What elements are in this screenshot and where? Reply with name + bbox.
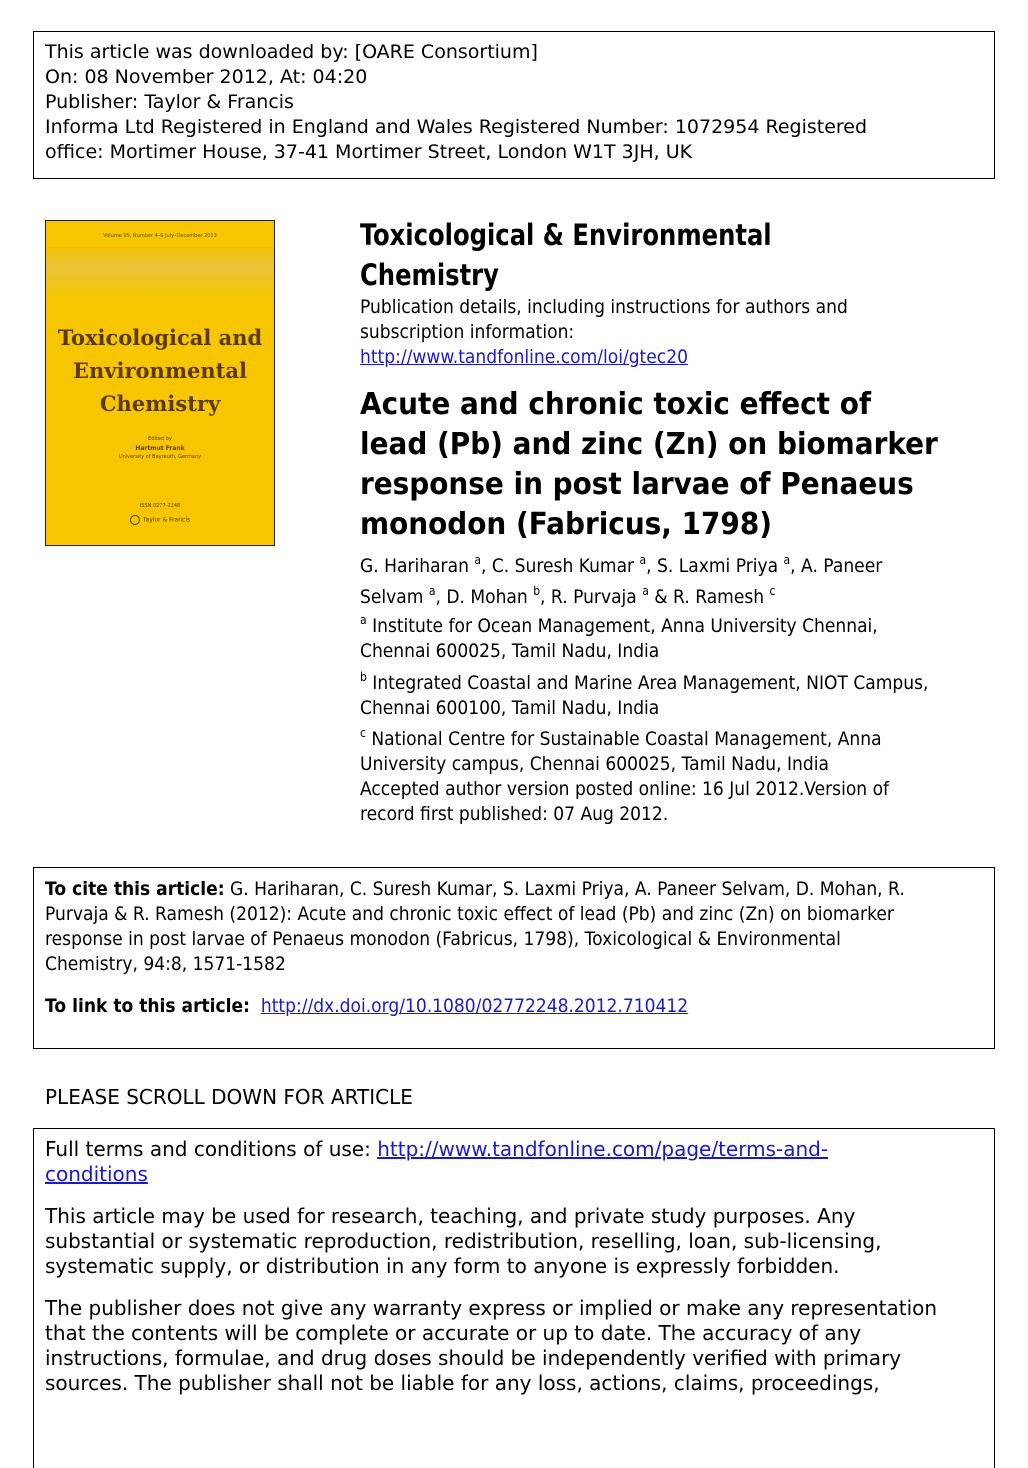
publication-details (360, 295, 990, 370)
affiliation-b (360, 671, 990, 721)
author-name: , D. Mohan (435, 586, 528, 608)
author-name: & R. Ramesh (654, 586, 765, 608)
record-published: record first published: 07 Aug 2012. (360, 803, 669, 825)
office-line: office: Mortimer House, 37-41 Mortimer Street, London W1T 3JH, UK (45, 141, 693, 163)
author-name: G. Hariharan (360, 555, 469, 577)
author-name: , A. Paneer (790, 555, 883, 577)
scroll-notice: PLEASE SCROLL DOWN FOR ARTICLE (45, 1085, 413, 1109)
affiliation-text: University campus, Chennai 600025, Tamil Nadu, India (360, 753, 829, 775)
authors (360, 551, 990, 613)
terms-paragraph: instructions, formulae, and drug doses should be independently verified with primary (45, 1346, 902, 1370)
affil-marker: a (642, 584, 649, 598)
journal-title-line: Toxicological & Environmental (360, 218, 772, 252)
authors-line-1 (360, 551, 927, 582)
affil-marker: b (360, 670, 367, 684)
citation-box (33, 867, 995, 1049)
details-line: Publication details, including instructions for authors and (360, 296, 848, 318)
cite-text: G. Hariharan, C. Suresh Kumar, S. Laxmi Priya, A. Paneer Selvam, D. Mohan, R. (224, 878, 905, 900)
cover-publisher (46, 515, 274, 525)
affiliation-a (360, 614, 990, 664)
cover-editor-affil: University of Bayreuth, Germany (118, 454, 202, 460)
journal-title-line: Chemistry (360, 258, 499, 292)
terms-box (33, 1128, 995, 1468)
doi-link[interactable]: http://dx.doi.org/10.1080/02772248.2012.710412 (260, 995, 689, 1017)
registration-line: Informa Ltd Registered in England and Wales Registered Number: 1072954 Registered (45, 116, 868, 138)
affiliation-text: National Centre for Sustainable Coastal Management, Anna (371, 728, 882, 750)
affiliation-text: Integrated Coastal and Marine Area Management, NIOT Campus, (372, 672, 929, 694)
cover-publisher-name: Taylor & Francis (142, 516, 191, 524)
author-name: , R. Purvaja (540, 586, 637, 608)
affil-marker: c (769, 584, 776, 598)
cover-issue: Volume 95, Number 4–6 July–December 2013 (103, 233, 217, 239)
affil-marker: b (533, 584, 541, 598)
cover-title (46, 321, 274, 420)
affil-marker: a (360, 613, 367, 627)
terms-paragraph: This article may be used for research, teaching, and private study purposes. Any (45, 1204, 856, 1228)
authors-line-2 (360, 582, 927, 613)
affil-marker: a (474, 553, 481, 567)
affil-marker: c (360, 726, 366, 740)
link-label: To link to this article: (45, 995, 250, 1017)
affil-marker: a (428, 584, 436, 598)
cover-title-line: Environmental (73, 358, 247, 383)
posted-online: Accepted author version posted online: 16 Jul 2012.Version of (360, 778, 890, 800)
cover-title-line: Toxicological and (57, 325, 263, 350)
publisher-logo-icon (130, 515, 140, 525)
cover-title-line: Chemistry (99, 391, 221, 416)
affil-marker: a (783, 553, 791, 567)
download-line: This article was downloaded by: [OARE Consortium] (45, 41, 538, 63)
cover-editor: Hartmut Frank (135, 445, 185, 452)
article-title-line: lead (Pb) and zinc (Zn) on biomarker (360, 427, 938, 462)
affiliation-text: Institute for Ocean Management, Anna University Chennai, (372, 615, 878, 637)
cover-band (46, 247, 274, 297)
cover-edited-by: Edited by (148, 436, 172, 442)
details-line: subscription information: (360, 321, 575, 343)
publisher-line: Publisher: Taylor & Francis (45, 91, 294, 113)
article-title (360, 385, 990, 545)
journal-cover-image (45, 220, 275, 546)
terms-link[interactable]: http://www.tandfonline.com/page/terms-and- (377, 1137, 829, 1161)
author-name: Selvam (360, 586, 424, 608)
terms-paragraph: substantial or systematic reproduction, redistribution, reselling, loan, sub-licensing, (45, 1229, 882, 1253)
download-date: On: 08 November 2012, At: 04:20 (45, 66, 368, 88)
terms-paragraph: sources. The publisher shall not be liable for any loss, actions, claims, proceedings, (45, 1371, 880, 1395)
terms-paragraph: that the contents will be complete or accurate or up to date. The accuracy of any (45, 1321, 862, 1345)
author-name: , C. Suresh Kumar (480, 555, 635, 577)
cover-issn: ISSN 0277-2248 (139, 503, 181, 509)
article-title-line: Acute and chronic toxic effect of (360, 387, 872, 422)
terms-paragraph: systematic supply, or distribution in any form to anyone is expressly forbidden. (45, 1254, 840, 1278)
cite-text: response in post larvae of Penaeus monodon (Fabricus, 1798), Toxicological & Environmental (45, 928, 841, 950)
journal-title (360, 215, 990, 295)
affiliation-text: Chennai 600100, Tamil Nadu, India (360, 697, 660, 719)
article-title-line: response in post larvae of Penaeus (360, 467, 914, 502)
download-info-box (33, 31, 995, 179)
terms-link[interactable]: conditions (45, 1162, 148, 1186)
affiliation-c (360, 727, 990, 827)
terms-label: Full terms and conditions of use: (45, 1137, 378, 1161)
cite-text: Purvaja & R. Ramesh (2012): Acute and chronic toxic effect of lead (Pb) and zinc (Zn) on biomarker (45, 903, 894, 925)
affil-marker: a (639, 553, 647, 567)
cite-label: To cite this article: (45, 878, 225, 900)
article-title-line: monodon (Fabricus, 1798) (360, 507, 773, 542)
journal-url-link[interactable]: http://www.tandfonline.com/loi/gtec20 (360, 346, 688, 368)
cite-text: Chemistry, 94:8, 1571-1582 (45, 953, 286, 975)
terms-paragraph: The publisher does not give any warranty express or implied or make any representation (45, 1296, 938, 1320)
author-name: , S. Laxmi Priya (646, 555, 779, 577)
affiliation-text: Chennai 600025, Tamil Nadu, India (360, 640, 660, 662)
